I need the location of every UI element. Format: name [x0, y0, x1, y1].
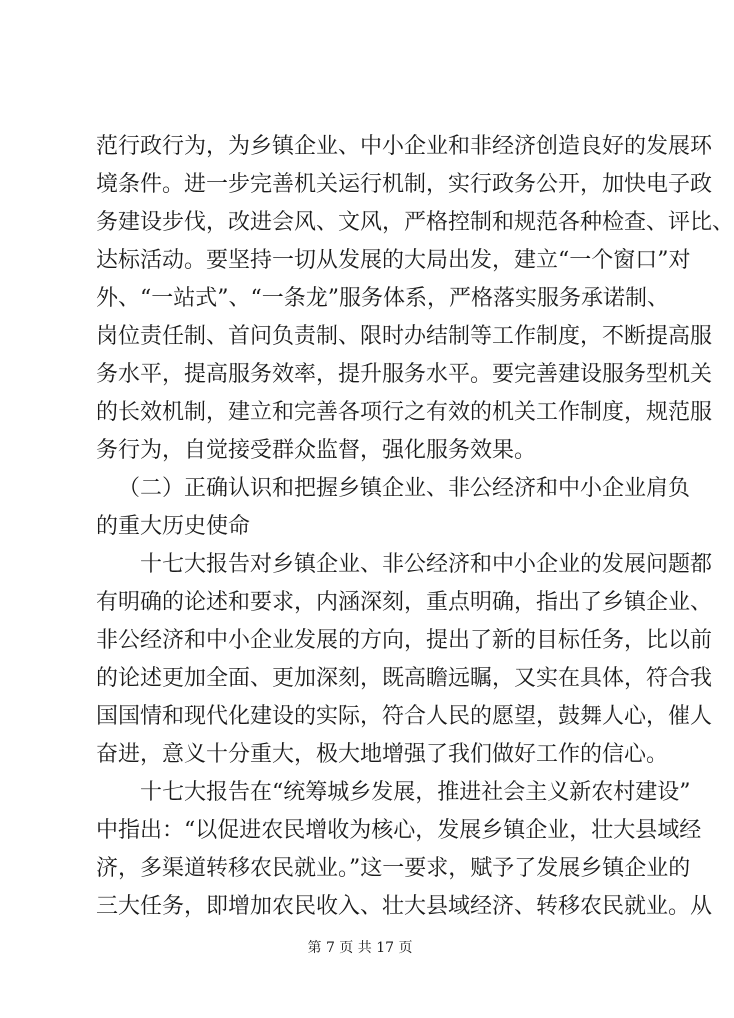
- text-line: 岗位责任制、首问负责制、限时办结制等工作制度，不断提高服: [96, 324, 713, 349]
- text-line: 的长效机制，建立和完善各项行之有效的机关工作制度，规范服: [96, 400, 713, 425]
- page-number-footer: 第 7 页 共 17 页: [307, 940, 413, 956]
- text-line: 务行为，自觉接受群众监督，强化服务效果。: [96, 438, 537, 463]
- paragraph-first-line: 十七大报告在“统筹城乡发展，推进社会主义新农村建设”: [140, 780, 691, 805]
- text-line: 中指出：“以促进农民增收为核心，发展乡镇企业，壮大县域经: [96, 818, 702, 843]
- text-line: 非公经济和中小企业发展的方向，提出了新的目标任务，比以前: [96, 628, 713, 653]
- text-line: 务建设步伐，改进会风、文风，严格控制和规范各种检查、评比、: [96, 210, 734, 235]
- section-heading-line: （二）正确认识和把握乡镇企业、非公经济和中小企业肩负: [118, 476, 691, 501]
- text-line: 有明确的论述和要求，内涵深刻，重点明确，指出了乡镇企业、: [96, 590, 713, 615]
- section-heading-line: 的重大历史使命: [96, 514, 251, 539]
- body-text: [96, 128, 734, 926]
- text-line: 范行政行为，为乡镇企业、中小企业和非经济创造良好的发展环: [96, 134, 713, 159]
- text-line: 奋进，意义十分重大，极大地增强了我们做好工作的信心。: [96, 742, 669, 767]
- text-line: 济，多渠道转移农民就业。”这一要求，赋予了发展乡镇企业的: [96, 856, 691, 881]
- text-line: 的论述更加全面、更加深刻，既高瞻远瞩，又实在具体，符合我: [96, 666, 713, 691]
- text-line: 务水平，提高服务效率，提升服务水平。要完善建设服务型机关: [96, 362, 713, 387]
- text-line: 三大任务，即增加农民收入、壮大县域经济、转移农民就业。从: [96, 894, 713, 919]
- text-line: 达标活动。要坚持一切从发展的大局出发，建立“一个窗口”对: [96, 248, 691, 273]
- text-line: 外、“一站式”、“一条龙”服务体系，严格落实服务承诺制、: [96, 286, 669, 311]
- paragraph-first-line: 十七大报告对乡镇企业、非公经济和中小企业的发展问题都: [140, 552, 713, 577]
- text-line: 境条件。进一步完善机关运行机制，实行政务公开，加快电子政: [96, 172, 713, 197]
- text-line: 国国情和现代化建设的实际，符合人民的愿望，鼓舞人心，催人: [96, 704, 713, 729]
